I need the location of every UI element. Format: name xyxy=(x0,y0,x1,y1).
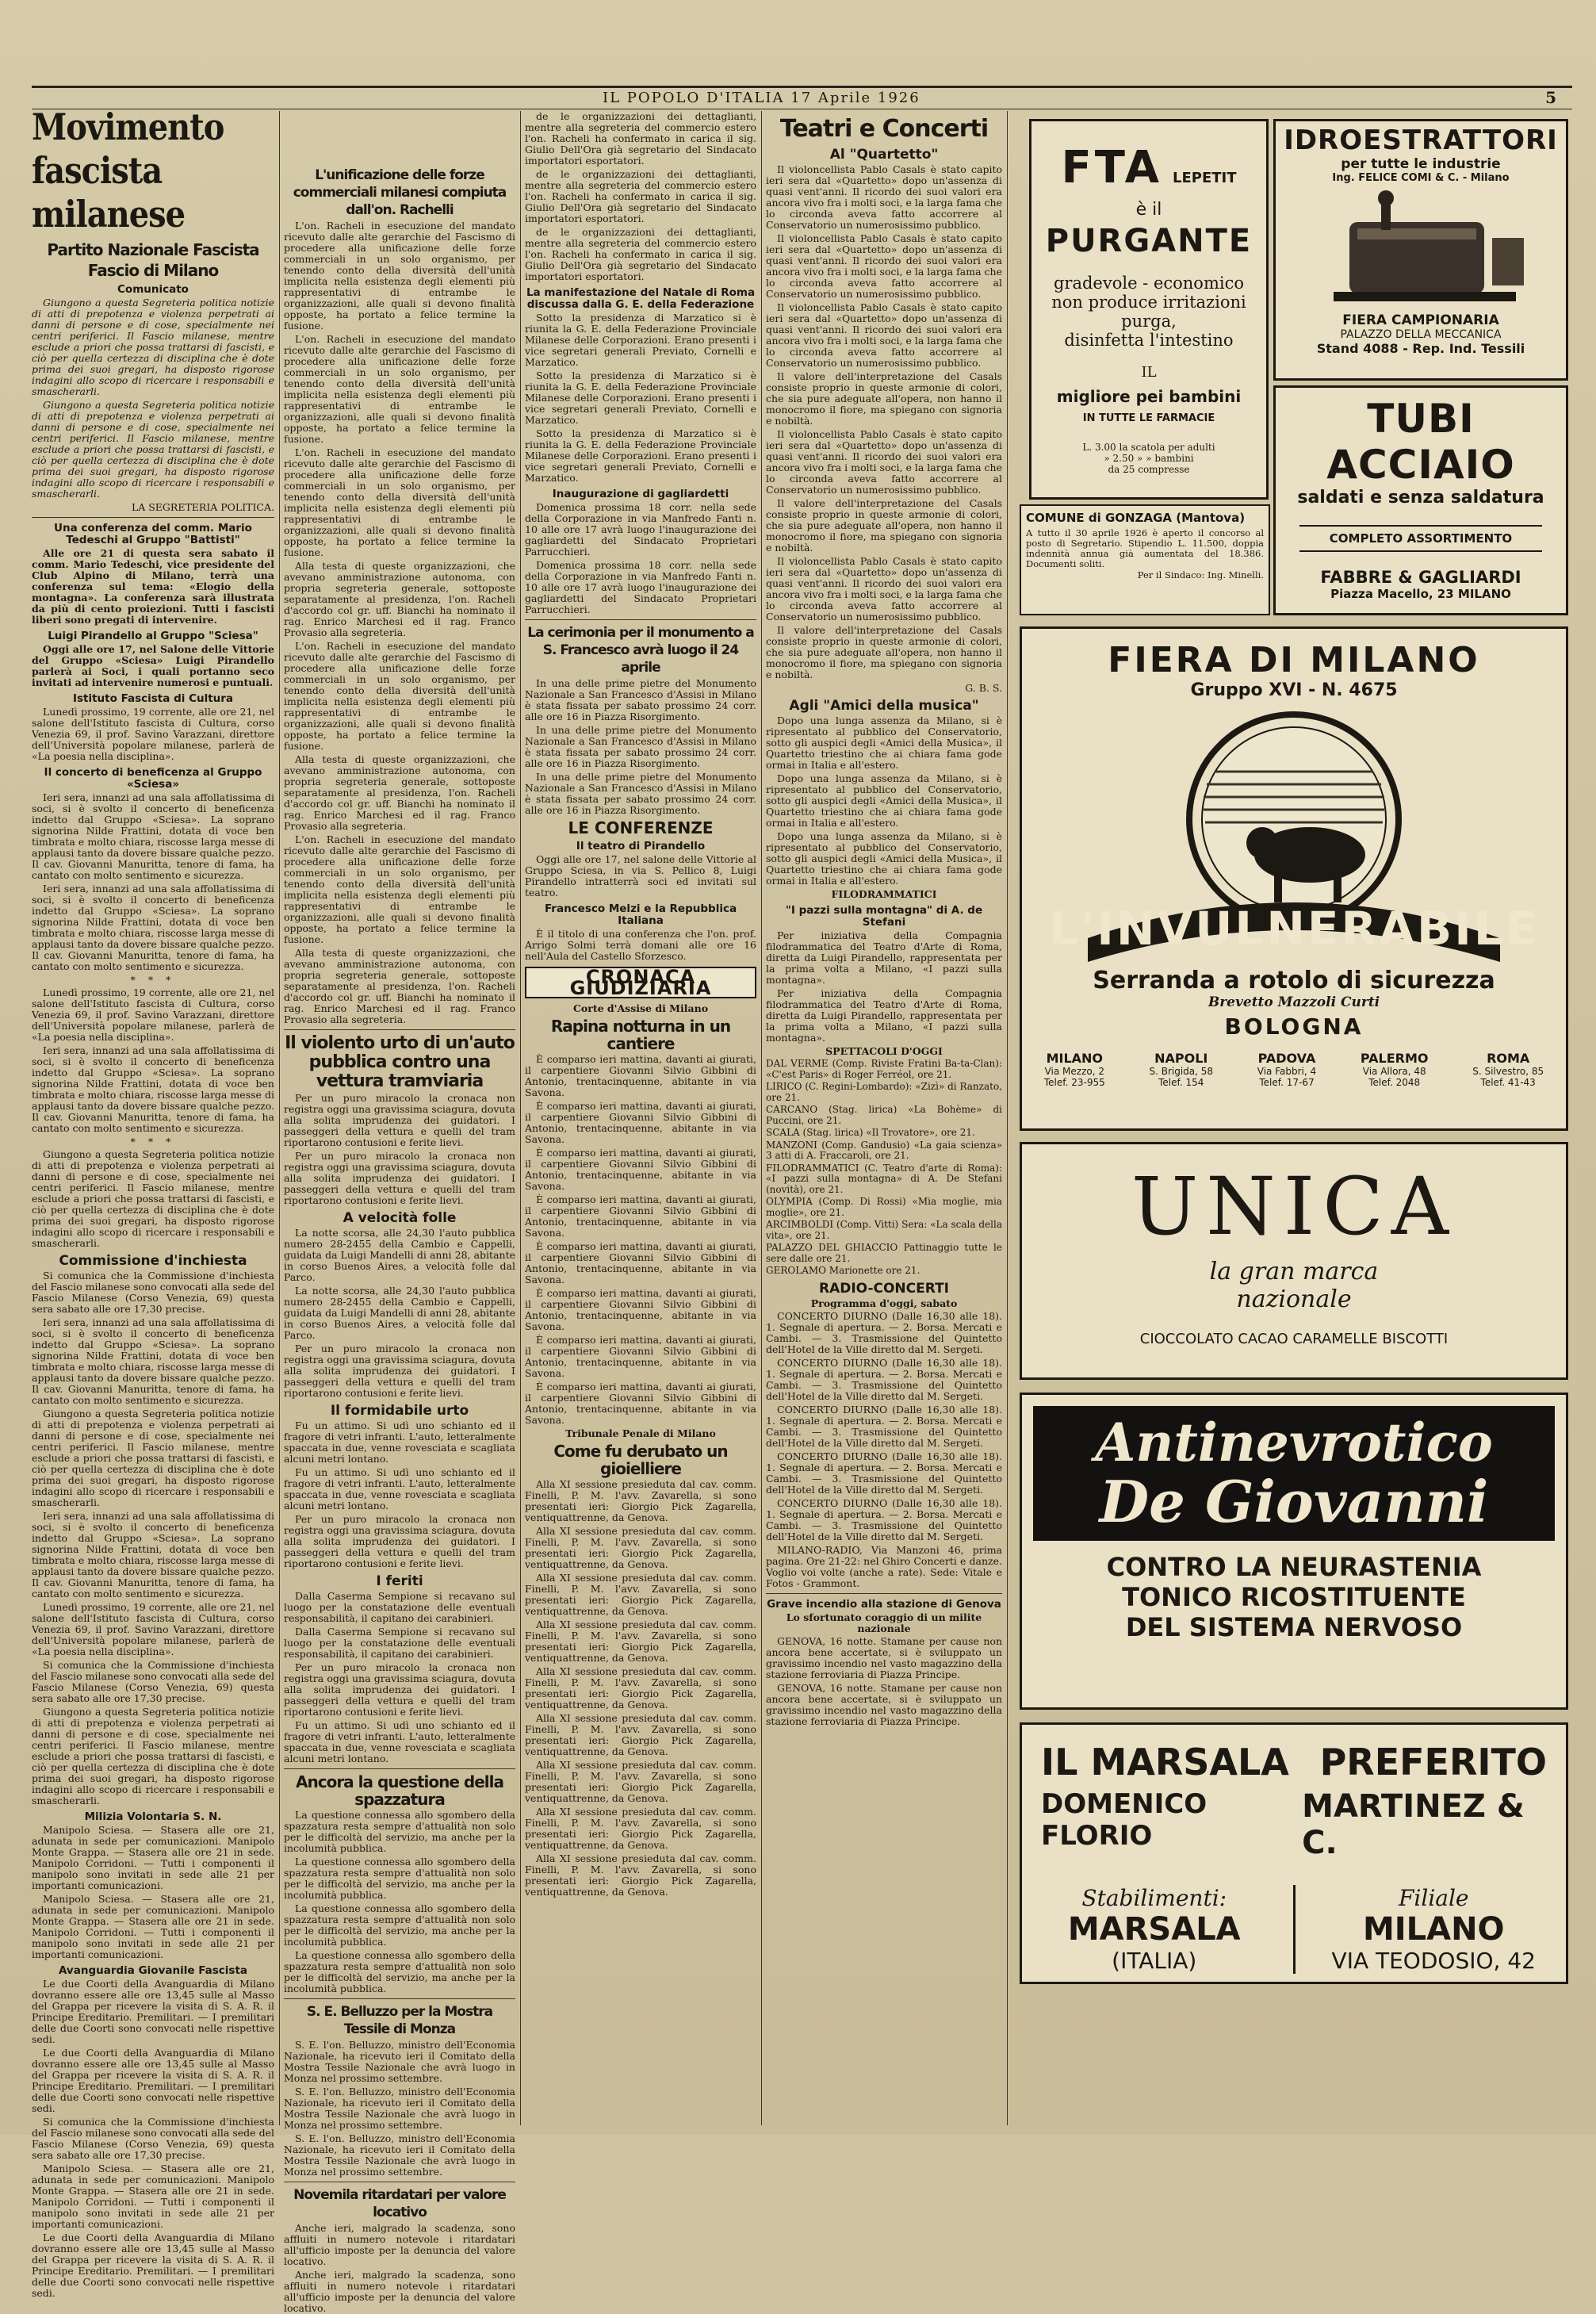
ad-marsala-bottom xyxy=(1022,1885,1566,1974)
ad-fta-purgante xyxy=(1029,119,1269,500)
article-text: L'on. Racheli in esecuzione del mandato ricevuto dalle alte gerarchie del Fascismo di procedere alla unificazione delle forze commerciali in un solo organismo, per tenendo conto della diversità dell'unità implicita nella esistenza degli elementi più rappresentativi di entrambe le organizzazioni, alle quali si devono finalità opposte, ha portato a felice termine la fusione. xyxy=(284,333,515,445)
column-4 xyxy=(766,111,1002,2125)
ad-antinev-text: CONTRO LA NEURASTENIA xyxy=(1106,1552,1482,1582)
article-text: CONCERTO DIURNO (Dalle 16,30 alle 18). 1. Segnale di apertura. — 2. Borsa. Mercati e Cambi. — 3. Trasmissione del Quintetto dell'Hotel de la Ville diretto dal M. Sergeti. xyxy=(766,1496,1002,1542)
article-subtitle: Il formidabile urto xyxy=(330,1403,469,1419)
ad-marsala xyxy=(1020,1722,1568,1984)
article-text: S. E. l'on. Belluzzo, ministro dell'Economia Nazionale, ha ricevuto ieri il Comitato della Mostra Tessile Nazionale che avrà luogo in Monza nel prossimo settembre. xyxy=(284,2086,515,2131)
ad-antinev-banner xyxy=(1033,1406,1555,1541)
article-text: Per iniziativa della Compagnia filodrammatica del Teatro d'Arte di Roma, diretta da Luigi Pirandello, rappresentata per la prima volta a Milano, «I pazzi sulla montagna». xyxy=(766,929,1002,986)
ad-fta-text: IN TUTTE LE FARMACIE xyxy=(1082,412,1215,424)
headline-movimento: Movimento fascista milanese xyxy=(32,105,224,236)
ad-gonzaga-sign: Per il Sindaco: Ing. Minelli. xyxy=(1137,569,1264,580)
article-text: Dalla Caserma Sempione si recavano sul luogo per la constatazione delle eventuali responsabilità, il capitano dei carabinieri. xyxy=(284,1626,515,1660)
article-text: È comparso ieri mattina, davanti ai giurati, il carpentiere Giovanni Silvio Gibbini di Antonio, trentacinquenne, abitante in via Savona. xyxy=(525,1100,756,1145)
branch-addr: Via Fabbri, 4 xyxy=(1257,1066,1317,1077)
signature: LA SEGRETERIA POLITICA. xyxy=(131,501,274,513)
article-text: Giungono a questa Segreteria politica notizie di atti di prepotenza e violenza perpetrati ai danni di persone e di cose, specialmente nei centri periferici. Il Fascio milanese, mentre esclude a priori che possa trattarsi di fascisti, e ciò per quella certezza di disciplina che è dote prima dei suoi gregari, ha disposto rigorose indagini allo scopo di ricercare i responsabili e smascherarli. xyxy=(32,297,274,397)
ad-fta-purgante: PURGANTE xyxy=(1045,223,1253,259)
article-text: È comparso ieri mattina, davanti ai giurati, il carpentiere Giovanni Silvio Gibbini di Antonio, trentacinquenne, abitante in via Savona. xyxy=(525,1334,756,1379)
ad-marsala-text: MILANO xyxy=(1362,1911,1505,1948)
column-1 xyxy=(32,105,274,2299)
article-text: Lunedì prossimo, 19 corrente, alle ore 21, nel salone dell'Istituto fascista di Cultura, corso Venezia 69, il prof. Savino Varazzani, direttore dell'Università popolare milanese, parlerà de «La poesia nella disciplina». xyxy=(32,706,274,762)
article-text: Per iniziativa della Compagnia filodrammatica del Teatro d'Arte di Roma, diretta da Luigi Pirandello, rappresentata per la prima volta a Milano, «I pazzi sulla montagna». xyxy=(766,987,1002,1044)
article-text: MILANO-RADIO, Via Manzoni 46, prima pagina. Ore 21-22: nel Ghiro Concerti e danze. Voglio voi volte (anche a rate). Sede: Vitale e Fotos - Grammont. xyxy=(766,1543,1002,1589)
spettacolo-item: SCALA (Stag. lirica) «Il Trovatore», ore 21. xyxy=(766,1127,975,1138)
spettacolo-item: OLYMPIA (Comp. Di Rossi) «Mia moglie, mia moglie», ore 21. xyxy=(766,1196,1002,1218)
article-title: S. E. Belluzzo per la Mostra Tessile di Monza xyxy=(306,2004,493,2037)
ad-idro-fair: Stand 4088 - Rep. Ind. Tessili xyxy=(1316,341,1525,356)
branch-addr: S. Brigida, 58 xyxy=(1149,1066,1214,1077)
ad-marsala-text: PREFERITO xyxy=(1319,1741,1547,1783)
article-text: La questione connessa allo sgombero della spazzatura resta sempre d'attualità non solo per le difficoltà del servizio, ma anche per la incolumità pubblica. xyxy=(284,1949,515,1994)
article-text: Il violoncellista Pablo Casals è stato capito ieri sera dal «Quartetto» dopo un'assenza di quasi vent'anni. Il ricordo dei suoi valori era ancora vivo fra i molti soci, e la larga fama che lo circonda aveva fatto accorrere al Conservatorio un numerosissimo pubblico. xyxy=(766,232,1002,300)
branch-city: PADOVA xyxy=(1257,1051,1316,1066)
article-text: Ieri sera, innanzi ad una sala affollatissima di soci, si è svolto il concerto di beneficenza indetto dal Gruppo «Sciesa». La soprano signorina Nilde Frattini, dotata di voce ben timbrata e molto chiara, riscosse larga messe di applausi tanto da dovere bissare qualche pezzo. Il cav. Giovanni Manuritta, tenore di fama, ha cantato con molto sentimento e sicurezza. xyxy=(32,1510,274,1599)
divider xyxy=(284,1998,515,1999)
article-title: La manifestazione del Natale di Roma discussa dalla G. E. della Federazione xyxy=(526,286,756,311)
ad-fta-text: disinfetta l'intestino xyxy=(1064,331,1234,350)
article-text: È comparso ieri mattina, davanti ai giurati, il carpentiere Giovanni Silvio Gibbini di Antonio, trentacinquenne, abitante in via Savona. xyxy=(525,1287,756,1332)
ad-marsala-text: Filiale xyxy=(1398,1885,1469,1911)
article-text: L'on. Racheli in esecuzione del mandato ricevuto dalle alte gerarchie del Fascismo di procedere alla unificazione delle forze commerciali in un solo organismo, per tenendo conto della diversità dell'unità implicita nella esistenza degli elementi più rappresentativi di entrambe le organizzazioni, alle quali si devono finalità opposte, ha portato a felice termine la fusione. xyxy=(284,833,515,945)
ad-marsala-text: (ITALIA) xyxy=(1112,1948,1197,1974)
branch-city: MILANO xyxy=(1046,1051,1104,1066)
ad-fta-price: » 2.50 » » bambini xyxy=(1104,453,1194,464)
ad-marsala-text: MARTINEZ & C. xyxy=(1302,1788,1525,1861)
article-text: Alla XI sessione presieduta dal cav. comm. Finelli, P. M. l'avv. Zavarella, si sono presentati ieri: Giorgio Pick Zagarella, ventiquattrenne, da Genova. xyxy=(525,1619,756,1664)
article-text: GENOVA, 16 notte. Stamane per cause non ancora bene accertate, si è sviluppato un gravissimo incendio nel vasto magazzino della stazione ferroviaria di Piazza Principe. xyxy=(766,1681,1002,1727)
article-text: S. E. l'on. Belluzzo, ministro dell'Economia Nazionale, ha ricevuto ieri il Comitato della Mostra Tessile Nazionale che avrà luogo in Monza nel prossimo settembre. xyxy=(284,2039,515,2084)
machine-illustration xyxy=(1302,190,1540,309)
ad-fta-brand: LEPETIT xyxy=(1173,170,1237,186)
ad-unica-line: nazionale xyxy=(1236,1285,1352,1313)
ad-fiera-title: FIERA DI MILANO xyxy=(1108,640,1480,680)
article-text: Alla XI sessione presieduta dal cav. comm. Finelli, P. M. l'avv. Zavarella, si sono presentati ieri: Giorgio Pick Zagarella, ventiquattrenne, da Genova. xyxy=(525,1759,756,1804)
article-text: Ieri sera, innanzi ad una sala affollatissima di soci, si è svolto il concerto di beneficenza indetto dal Gruppo «Sciesa». La soprano signorina Nilde Frattini, dotata di voce ben timbrata e molto chiara, riscosse larga messe di applausi tanto da dovere bissare qualche pezzo. Il cav. Giovanni Manuritta, tenore di fama, ha cantato con molto sentimento e sicurezza. xyxy=(32,1316,274,1406)
article-text: È comparso ieri mattina, davanti ai giurati, il carpentiere Giovanni Silvio Gibbini di Antonio, trentacinquenne, abitante in via Savona. xyxy=(525,1240,756,1285)
article-text: Fu un attimo. Si udì uno schianto ed il fragore di vetri infranti. L'auto, letteralmente spaccata in due, venne rovesciata e scagliata alcuni metri lontano. xyxy=(284,1419,515,1465)
article-text: La notte scorsa, alle 24,30 l'auto pubblica numero 28-2455 della Cambio e Cappelli, guidata da Luigi Mandelli di anni 28, abitante in corso Buenos Aires, a velocità folle dal Parco. xyxy=(284,1227,515,1283)
section-title: LE CONFERENZE xyxy=(568,818,714,837)
spettacolo-item: FILODRAMMATICI (C. Teatro d'arte di Roma): «I pazzi sulla montagna» di A. De Stefani (novità), ore 21. xyxy=(766,1162,1002,1195)
article-subtitle: A velocità folle xyxy=(343,1210,457,1226)
article-text: Il valore dell'interpretazione del Casals consiste proprio in queste armonie di colori, che sia pure adeguate all'opera, non hanno il monocromo il fiore, ma spiegano con signoria e nobiltà. xyxy=(766,370,1002,427)
ad-marsala-text: VIA TEODOSIO, 42 xyxy=(1331,1948,1536,1974)
ad-unica-line: la gran marca xyxy=(1209,1258,1379,1285)
ad-marsala-text: MARSALA xyxy=(1067,1911,1241,1948)
article-text: In una delle prime pietre del Monumento Nazionale a San Francesco d'Assisi in Milano è stata fissata per sabato prossimo 24 corr. alle ore 16 in Piazza Risorgimento. xyxy=(525,677,756,722)
article-text: Il valore dell'interpretazione del Casals consiste proprio in queste armonie di colori, che sia pure adeguate all'opera, non hanno il monocromo il fiore, ma spiegano con signoria e nobiltà. xyxy=(766,497,1002,554)
spettacolo-item: PALAZZO DEL GHIACCIO Pattinaggio tutte le sere dalle ore 21. xyxy=(766,1242,1002,1264)
article-title: Milizia Volontaria S. N. xyxy=(84,1810,222,1823)
article-text: Dopo una lunga assenza da Milano, si è ripresentato al pubblico del Conservatorio, sotto gli auspici degli «Amici della Musica», il Quartetto triestino che ai chiara fama gode ormai in Italia e all'estero. xyxy=(766,772,1002,829)
spettacoli-list xyxy=(766,1059,1002,1277)
article-text: Manipolo Sciesa. — Stasera alle ore 21, adunata in sede per comunicazioni. Manipolo Monte Grappa. — Stasera alle ore 21 in sede. Manipolo Corridoni. — Tutti i componenti il manipolo sono invitati in sede alle 21 per importanti comunicazioni. xyxy=(32,2163,274,2230)
ad-fta-text: purga, xyxy=(1121,312,1177,331)
ad-tubi-acciaio xyxy=(1273,385,1568,615)
ad-fta-price: da 25 compresse xyxy=(1108,464,1190,475)
article-text: Il valore dell'interpretazione del Casals consiste proprio in queste armonie di colori, che sia pure adeguate all'opera, non hanno il monocromo il fiore, ma spiegano con signoria e nobiltà. xyxy=(766,624,1002,680)
article-text: Alla XI sessione presieduta dal cav. comm. Finelli, P. M. l'avv. Zavarella, si sono presentati ieri: Giorgio Pick Zagarella, ventiquattrenne, da Genova. xyxy=(525,1712,756,1757)
article-text: Per un puro miracolo la cronaca non registra oggi una gravissima sciagura, dovuta alla solita imprudenza dei guidatori. I passeggeri della vettura e quelli del tram riportarono contusioni e ferite lievi. xyxy=(284,1513,515,1569)
article-title: La cerimonia per il monumento a S. Francesco avrà luogo il 24 aprile xyxy=(527,625,754,676)
section-label: FILODRAMMATICI xyxy=(831,888,937,900)
branch-tel: Telef. 2048 xyxy=(1368,1077,1421,1088)
masthead-title: IL POPOLO D'ITALIA 17 Aprile 1926 xyxy=(603,90,920,106)
section-label: SPETTACOLI D'OGGI xyxy=(825,1045,943,1057)
article-title: Al "Quartetto" xyxy=(829,147,939,163)
article-text: Le due Coorti della Avanguardia di Milano dovranno essere alle ore 13,45 sulle al Masso del Grappa per ricevere la visita di S. A. R. il Principe Ereditario. Premilitari. — I premilitari delle due Coorti sono convocati nelle rispettive sedi. xyxy=(32,1978,274,2045)
article-text: Il violoncellista Pablo Casals è stato capito ieri sera dal «Quartetto» dopo un'assenza di quasi vent'anni. Il ricordo dei suoi valori era ancora vivo fra i molti soci, e la larga fama che lo circonda aveva fatto accorrere al Conservatorio un numerosissimo pubblico. xyxy=(766,428,1002,496)
ad-idro-maker: Ing. FELICE COMI & C. - Milano xyxy=(1332,172,1510,184)
article-text: Dopo una lunga assenza da Milano, si è ripresentato al pubblico del Conservatorio, sotto gli auspici degli «Amici della Musica», il Quartetto triestino che ai chiara fama gode ormai in Italia e all'estero. xyxy=(766,715,1002,771)
branch-addr: Via Allora, 48 xyxy=(1362,1066,1426,1077)
ad-fta-text: non produce irritazioni xyxy=(1051,293,1246,312)
article-title: RADIO-CONCERTI xyxy=(819,1280,949,1297)
article-text: CONCERTO DIURNO (Dalle 16,30 alle 18). 1. Segnale di apertura. — 2. Borsa. Mercati e Cambi. — 3. Trasmissione del Quintetto dell'Hotel de la Ville diretto dal M. Sergeti. xyxy=(766,1356,1002,1402)
branch-tel: Telef. 41-43 xyxy=(1480,1077,1536,1088)
article-title: Commissione d'inchiesta xyxy=(59,1253,247,1269)
article-text: L'on. Racheli in esecuzione del mandato ricevuto dalle alte gerarchie del Fascismo di procedere alla unificazione delle forze commerciali in un solo organismo, per tenendo conto della diversità dell'unità implicita nella esistenza degli elementi più rappresentativi di entrambe le organizzazioni, alle quali si devono finalità opposte, ha portato a felice termine la fusione. xyxy=(284,220,515,331)
ad-tubi-sub: saldati e senza saldatura xyxy=(1297,488,1544,508)
article-text: de le organizzazioni dei dettaglianti, mentre alla segreteria del commercio estero l'on. Racheli ha confermato in carica il sig. Giulio Dell'Ora già segretario del Sindacato importatori esportatori. xyxy=(525,110,756,167)
article-text: Dopo una lunga assenza da Milano, si è ripresentato al pubblico del Conservatorio, sotto gli auspici degli «Amici della Musica», il Quartetto triestino che ai chiara fama gode ormai in Italia e all'estero. xyxy=(766,830,1002,887)
article-text: GENOVA, 16 notte. Stamane per cause non ancora bene accertate, si è sviluppato un gravissimo incendio nel vasto magazzino della stazione ferroviaria di Piazza Principe. xyxy=(766,1634,1002,1680)
article-title: Rapina notturna in un cantiere xyxy=(550,1017,731,1053)
spettacolo-item: DAL VERME (Comp. Riviste Fratini Ba-ta-Clan): «C'est Paris» di Roger Ferréol, ore 21. xyxy=(766,1058,1002,1080)
spettacolo-item: ARCIMBOLDI (Comp. Vitti) Sera: «La scala della vita», ore 21. xyxy=(766,1219,1002,1241)
stars-divider: * * * xyxy=(130,974,176,986)
branch-item xyxy=(1257,1051,1316,1088)
article-text: Si comunica che la Commissione d'inchiesta del Fascio milanese sono convocati alla sede del Fascio Milanese (Corso Venezia, 69) questa sera sabato alle ore 17,30 precise. xyxy=(32,2116,274,2161)
ad-fiera-group: Gruppo XVI - N. 4675 xyxy=(1190,680,1398,700)
article-text: Ieri sera, innanzi ad una sala affollatissima di soci, si è svolto il concerto di beneficenza indetto dal Gruppo «Sciesa». La soprano signorina Nilde Frattini, dotata di voce ben timbrata e molto chiara, riscosse larga messe di applausi tanto da dovere bissare qualche pezzo. Il cav. Giovanni Manuritta, tenore di fama, ha cantato con molto sentimento e sicurezza. xyxy=(32,883,274,972)
ad-marsala-text: Stabilimenti: xyxy=(1081,1885,1227,1911)
divider xyxy=(766,1593,1002,1594)
ad-marsala-left xyxy=(1022,1885,1287,1974)
article-text: Alle ore 21 di questa sera sabato il comm. Mario Tedeschi, vice presidente del Club Alpino di Milano, terrà una conferenza sul tema: «Elogio della montagna». La conferenza sarà illustrata da più di cento proiezioni. Tutti i fascisti liberi sono pregati di intervenire. xyxy=(32,547,274,626)
article-title: Grave incendio alla stazione di Genova xyxy=(767,1597,1001,1611)
article-text: In una delle prime pietre del Monumento Nazionale a San Francesco d'Assisi in Milano è stata fissata per sabato prossimo 24 corr. alle ore 16 in Piazza Risorgimento. xyxy=(525,724,756,769)
page-number: 5 xyxy=(1545,88,1556,107)
article-text: Si comunica che la Commissione d'inchiesta del Fascio milanese sono convocati alla sede del Fascio Milanese (Corso Venezia, 69) questa sera sabato alle ore 17,30 precise. xyxy=(32,1270,274,1315)
branch-tel: Telef. 154 xyxy=(1158,1077,1204,1088)
article-title: Come fu derubato un gioielliere xyxy=(553,1442,728,1478)
ad-antinev-text: DEL SISTEMA NERVOSO xyxy=(1125,1612,1463,1642)
branch-tel: Telef. 17-67 xyxy=(1259,1077,1315,1088)
article-text: La notte scorsa, alle 24,30 l'auto pubblica numero 28-2455 della Cambio e Cappelli, guidata da Luigi Mandelli di anni 28, abitante in corso Buenos Aires, a velocità folle dal Parco. xyxy=(284,1285,515,1341)
article-text: Manipolo Sciesa. — Stasera alle ore 21, adunata in sede per comunicazioni. Manipolo Monte Grappa. — Stasera alle ore 21 in sede. Manipolo Corridoni. — Tutti i componenti il manipolo sono invitati in sede alle 21 per importanti comunicazioni. xyxy=(32,1824,274,1891)
branch-item xyxy=(1361,1051,1429,1088)
ad-fta-title: FTA xyxy=(1061,142,1162,193)
spettacolo-item: MANZONI (Comp. Gandusio) «La gaia scienza» 3 atti di A. Fraccaroli, ore 21. xyxy=(766,1139,1002,1161)
ad-unica-bottom: CIOCCOLATO CACAO CARAMELLE BISCOTTI xyxy=(1139,1331,1449,1347)
article-subtitle: Inaugurazione di gagliardetti xyxy=(552,488,729,500)
article-text: Giungono a questa Segreteria politica notizie di atti di prepotenza e violenza perpetrati ai danni di persone e di cose, specialmente nei centri periferici. Il Fascio milanese, mentre esclude a priori che possa trattarsi di fascisti, e ciò per quella certezza di disciplina che è dote prima dei suoi gregari, ha disposto rigorose indagini allo scopo di ricercare i responsabili e smascherarli. xyxy=(32,1148,274,1249)
article-text: La questione connessa allo sgombero della spazzatura resta sempre d'attualità non solo per le difficoltà del servizio, ma anche per la incolumità pubblica. xyxy=(284,1809,515,1854)
divider xyxy=(284,1768,515,1769)
ad-invulnerabile-brand: L'INVULNERABILE xyxy=(1048,902,1540,956)
section-banner: CRONACA GIUDIZIARIA xyxy=(525,967,756,998)
ad-fta-price: L. 3.00 la scatola per adulti xyxy=(1082,442,1215,453)
article-text: La questione connessa allo sgombero della spazzatura resta sempre d'attualità non solo per le difficoltà del servizio, ma anche per la incolumità pubblica. xyxy=(284,1856,515,1901)
article-text: Per un puro miracolo la cronaca non registra oggi una gravissima sciagura, dovuta alla solita imprudenza dei guidatori. I passeggeri della vettura e quelli del tram riportarono contusioni e ferite lievi. xyxy=(284,1661,515,1718)
ad-antinev-line: Antinevrotico xyxy=(1095,1412,1493,1473)
article-title: Luigi Pirandello al Gruppo "Sciesa" xyxy=(48,630,258,642)
article-text: Alla XI sessione presieduta dal cav. comm. Finelli, P. M. l'avv. Zavarella, si sono presentati ieri: Giorgio Pick Zagarella, ventiquattrenne, da Genova. xyxy=(525,1478,756,1523)
article-text: Per un puro miracolo la cronaca non registra oggi una gravissima sciagura, dovuta alla solita imprudenza dei guidatori. I passeggeri della vettura e quelli del tram riportarono contusioni e ferite lievi. xyxy=(284,1092,515,1148)
ad-marsala-divider xyxy=(1293,1885,1296,1974)
article-text: È comparso ieri mattina, davanti ai giurati, il carpentiere Giovanni Silvio Gibbini di Antonio, trentacinquenne, abitante in via Savona. xyxy=(525,1147,756,1192)
article-title: Avanguardia Giovanile Fascista xyxy=(58,1964,248,1977)
ad-fta-text: è il xyxy=(1135,200,1162,220)
branch-addr: Via Mezzo, 2 xyxy=(1044,1066,1104,1077)
article-text: Il violoncellista Pablo Casals è stato capito ieri sera dal «Quartetto» dopo un'assenza di quasi vent'anni. Il ricordo dei suoi valori era ancora vivo fra i molti soci, e la larga fama che lo circonda aveva fatto accorrere al Conservatorio un numerosissimo pubblico. xyxy=(766,301,1002,369)
article-text: S. E. l'on. Belluzzo, ministro dell'Economia Nazionale, ha ricevuto ieri il Comitato della Mostra Tessile Nazionale che avrà luogo in Monza nel prossimo settembre. xyxy=(284,2132,515,2178)
column-rule xyxy=(1007,111,1008,2125)
ad-fiera-city: BOLOGNA xyxy=(1224,1013,1364,1040)
ad-fiera-patent: Brevetto Mazzoli Curti xyxy=(1208,994,1380,1010)
article-subtitle: Francesco Melzi e la Repubblica Italiana xyxy=(544,902,737,927)
column-rule xyxy=(279,111,280,2125)
article-text: Il violoncellista Pablo Casals è stato capito ieri sera dal «Quartetto» dopo un'assenza di quasi vent'anni. Il ricordo dei suoi valori era ancora vivo fra i molti soci, e la larga fama che lo circonda aveva fatto accorrere al Conservatorio un numerosissimo pubblico. xyxy=(766,163,1002,231)
article-text: de le organizzazioni dei dettaglianti, mentre alla segreteria del commercio estero l'on. Racheli ha confermato in carica il sig. Giulio Dell'Ora già segretario del Sindacato importatori esportatori. xyxy=(525,168,756,224)
ad-idro-fair: PALAZZO DELLA MECCANICA xyxy=(1340,328,1502,341)
article-subtitle: Programma d'oggi, sabato xyxy=(810,1297,958,1309)
article-text: Per un puro miracolo la cronaca non registra oggi una gravissima sciagura, dovuta alla solita imprudenza dei guidatori. I passeggeri della vettura e quelli del tram riportarono contusioni e ferite lievi. xyxy=(284,1343,515,1399)
article-text: Alla XI sessione presieduta dal cav. comm. Finelli, P. M. l'avv. Zavarella, si sono presentati ieri: Giorgio Pick Zagarella, ventiquattrenne, da Genova. xyxy=(525,1525,756,1570)
stars-divider: * * * xyxy=(130,1136,176,1147)
article-title: Il concerto di beneficenza al Gruppo «Sciesa» xyxy=(44,766,262,791)
article-title: Ancora la questione della spazzatura xyxy=(296,1772,503,1809)
divider xyxy=(525,619,756,620)
article-text: Le due Coorti della Avanguardia di Milano dovranno essere alle ore 13,45 sulle al Masso del Grappa per ricevere la visita di S. A. R. il Principe Ereditario. Premilitari. — I premilitari delle due Coorti sono convocati nelle rispettive sedi. xyxy=(32,2232,274,2299)
ad-idroestrattori xyxy=(1273,119,1568,381)
article-title: Una conferenza del comm. Mario Tedeschi al Gruppo "Battisti" xyxy=(54,522,252,546)
article-text: L'on. Racheli in esecuzione del mandato ricevuto dalle alte gerarchie del Fascismo di procedere alla unificazione delle forze commerciali in un solo organismo, per tenendo conto della diversità dell'unità implicita nella esistenza degli elementi più rappresentativi di entrambe le organizzazioni, alle quali si devono finalità opposte, ha portato a felice termine la fusione. xyxy=(284,640,515,752)
ad-gonzaga-title: COMUNE di GONZAGA (Mantova) xyxy=(1026,511,1246,525)
article-text: Oggi alle ore 17, nel Salone delle Vittorie del Gruppo «Sciesa» Luigi Pirandello parlerà ai Soci, i quali portanno seco invitati ad intervenire numerosi e puntuali. xyxy=(32,643,274,688)
spettacolo-item: GEROLAMO Marionette ore 21. xyxy=(766,1265,920,1276)
ad-tubi-maker: FABBRE & GAGLIARDI xyxy=(1320,568,1521,587)
column-rule xyxy=(761,111,762,2125)
article-text: Anche ieri, malgrado la scadenza, sono affluiti in numero notevole i ritardatari all'ufficio imposte per la denuncia del valore locativo. xyxy=(284,2222,515,2267)
ad-comune-gonzaga xyxy=(1020,504,1270,615)
ad-marsala-text: DOMENICO FLORIO xyxy=(1041,1788,1208,1852)
article-text: Oggi alle ore 17, nel salone delle Vittorie al Gruppo Sciesa, in via S. Pellico 8, Luigi Pirandello intratterrà soci ed invitati sul teatro. xyxy=(525,853,756,898)
column-3 xyxy=(525,111,756,2125)
spettacolo-item: CARCANO (Stag. lirica) «La Bohème» di Puccini, ore 21. xyxy=(766,1104,1002,1126)
article-title: "I pazzi sulla montagna" di A. de Stefani xyxy=(785,904,983,929)
article-title: Agli "Amici della musica" xyxy=(789,698,979,714)
article-title: Istituto Fascista di Cultura xyxy=(72,692,234,705)
ad-fiera-product: Serranda a rotolo di sicurezza xyxy=(1093,967,1495,994)
ad-tubi-title: TUBI ACCIAIO xyxy=(1326,396,1515,488)
branch-tel: Telef. 23-955 xyxy=(1043,1077,1105,1088)
ad-antinev-line: De Giovanni xyxy=(1099,1468,1489,1535)
article-text: Le due Coorti della Avanguardia di Milano dovranno essere alle ore 13,45 sulle al Masso del Grappa per ricevere la visita di S. A. R. il Principe Ereditario. Premilitari. — I premilitari delle due Coorti sono convocati nelle rispettive sedi. xyxy=(32,2047,274,2114)
section-headline: Teatri e Concerti xyxy=(779,115,989,143)
ad-idro-sub: per tutte le industrie xyxy=(1341,156,1501,172)
article-text: Giungono a questa Segreteria politica notizie di atti di prepotenza e violenza perpetrati ai danni di persone e di cose, specialmente nei centri periferici. Il Fascio milanese, mentre esclude a priori che possa trattarsi di fascisti, e ciò per quella certezza di disciplina che è dote prima dei suoi gregari, ha disposto rigorose indagini allo scopo di ricercare i responsabili e smascherarli. xyxy=(32,399,274,500)
article-subtitle: I feriti xyxy=(376,1573,423,1589)
article-text: Alla XI sessione presieduta dal cav. comm. Finelli, P. M. l'avv. Zavarella, si sono presentati ieri: Giorgio Pick Zagarella, ventiquattrenne, da Genova. xyxy=(525,1665,756,1711)
article-text: Sotto la presidenza di Marzatico si è riunita la G. E. della Federazione Provinciale Milanese delle Corporazioni. Erano presenti i vice segretari generali Previato, Cornelli e Marzatico. xyxy=(525,312,756,368)
ad-unica xyxy=(1020,1142,1568,1380)
ad-marsala-top xyxy=(1022,1725,1566,1783)
article-title: Comunicato xyxy=(117,283,189,296)
article-text: Per un puro miracolo la cronaca non registra oggi una gravissima sciagura, dovuta alla solita imprudenza dei guidatori. I passeggeri della vettura e quelli del tram riportarono contusioni e ferite lievi. xyxy=(284,1150,515,1206)
divider xyxy=(32,517,274,518)
article-text: Giungono a questa Segreteria politica notizie di atti di prepotenza e violenza perpetrati ai danni di persone e di cose, specialmente nei centri periferici. Il Fascio milanese, mentre esclude a priori che possa trattarsi di fascisti, e ciò per quella certezza di disciplina che è dote prima dei suoi gregari, ha disposto rigorose indagini allo scopo di ricercare i responsabili e smascherarli. xyxy=(32,1408,274,1508)
article-text: Lunedì prossimo, 19 corrente, alle ore 21, nel salone dell'Istituto fascista di Cultura, corso Venezia 69, il prof. Savino Varazzani, direttore dell'Università popolare milanese, parlerà de «La poesia nella disciplina». xyxy=(32,1601,274,1657)
ad-unica-title: UNICA xyxy=(1131,1160,1456,1253)
branch-addr: S. Silvestro, 85 xyxy=(1472,1066,1544,1077)
ad-marsala-text: IL MARSALA xyxy=(1041,1741,1289,1783)
article-text: Sotto la presidenza di Marzatico si è riunita la G. E. della Federazione Provinciale Milanese delle Corporazioni. Erano presenti i vice segretari generali Previato, Cornelli e Marzatico. xyxy=(525,370,756,426)
article-subtitle: Corte d'Assise di Milano xyxy=(572,1002,709,1014)
article-text: Dalla Caserma Sempione si recavano sul luogo per la constatazione delle eventuali responsabilità, il capitano dei carabinieri. xyxy=(284,1590,515,1624)
article-text: È comparso ieri mattina, davanti ai giurati, il carpentiere Giovanni Silvio Gibbini di Antonio, trentacinquenne, abitante in via Savona. xyxy=(525,1381,756,1426)
article-text: Alla testa di queste organizzazioni, che avevano amministrazione autonoma, con propria segreteria generale, sottoposte separatamente al presidenza, l'on. Racheli d'accordo col gr. uff. Bianchi ha nominato il rag. Enrico Marchesi ed il rag. Franco Provasio alla segreteria. xyxy=(284,947,515,1025)
article-text: Ieri sera, innanzi ad una sala affollatissima di soci, si è svolto il concerto di beneficenza indetto dal Gruppo «Sciesa». La soprano signorina Nilde Frattini, dotata di voce ben timbrata e molto chiara, riscosse larga messe di applausi tanto da dovere bissare qualche pezzo. Il cav. Giovanni Manuritta, tenore di fama, ha cantato con molto sentimento e sicurezza. xyxy=(32,791,274,881)
article-text: Si comunica che la Commissione d'inchiesta del Fascio milanese sono convocati alla sede del Fascio Milanese (Corso Venezia, 69) questa sera sabato alle ore 17,30 precise. xyxy=(32,1659,274,1704)
article-text: Lunedì prossimo, 19 corrente, alle ore 21, nel salone dell'Istituto fascista di Cultura, corso Venezia 69, il prof. Savino Varazzani, direttore dell'Università popolare milanese, parlerà de «La poesia nella disciplina». xyxy=(32,987,274,1043)
branch-item xyxy=(1472,1051,1544,1088)
ad-marsala-mid xyxy=(1022,1783,1566,1861)
article-text: In una delle prime pietre del Monumento Nazionale a San Francesco d'Assisi in Milano è stata fissata per sabato prossimo 24 corr. alle ore 16 in Piazza Risorgimento. xyxy=(525,771,756,816)
ad-fta-text: IL xyxy=(1141,364,1157,381)
ad-tubi-line: COMPLETO ASSORTIMENTO xyxy=(1299,525,1542,552)
article-subtitle: Tribunale Penale di Milano xyxy=(565,1427,716,1439)
article-text: Domenica prossima 18 corr. nella sede della Corporazione in via Manfredo Fanti n. 10 alle ore 17 avrà luogo l'inaugurazione dei gagliardetti del Sindacato Proprietari Parrucchieri. xyxy=(525,559,756,615)
ad-marsala-right xyxy=(1302,1885,1567,1974)
article-text: L'on. Racheli in esecuzione del mandato ricevuto dalle alte gerarchie del Fascismo di procedere alla unificazione delle forze commerciali in un solo organismo, per tenendo conto della diversità dell'unità implicita nella esistenza degli elementi più rappresentativi di entrambe le organizzazioni, alle quali si devono finalità opposte, ha portato a felice termine la fusione. xyxy=(284,446,515,558)
article-title: Il violento urto di un'auto pubblica contro una vettura tramviaria xyxy=(285,1033,515,1091)
ad-antinevrotico xyxy=(1020,1393,1568,1710)
article-text: La questione connessa allo sgombero della spazzatura resta sempre d'attualità non solo per le difficoltà del servizio, ma anche per la incolumità pubblica. xyxy=(284,1902,515,1948)
section-subtitle: Fascio di Milano xyxy=(87,261,219,280)
article-text: Alla XI sessione presieduta dal cav. comm. Finelli, P. M. l'avv. Zavarella, si sono presentati ieri: Giorgio Pick Zagarella, ventiquattrenne, da Genova. xyxy=(525,1572,756,1617)
ad-idro-fair: FIERA CAMPIONARIA xyxy=(1342,312,1499,328)
branch-city: PALERMO xyxy=(1360,1051,1429,1066)
article-text: Alla XI sessione presieduta dal cav. comm. Finelli, P. M. l'avv. Zavarella, si sono presentati ieri: Giorgio Pick Zagarella, ventiquattrenne, da Genova. xyxy=(525,1806,756,1851)
article-text: CONCERTO DIURNO (Dalle 16,30 alle 18). 1. Segnale di apertura. — 2. Borsa. Mercati e Cambi. — 3. Trasmissione del Quintetto dell'Hotel de la Ville diretto dal M. Sergeti. xyxy=(766,1450,1002,1496)
column-rule xyxy=(520,111,521,2125)
article-text: Il violoncellista Pablo Casals è stato capito ieri sera dal «Quartetto» dopo un'assenza di quasi vent'anni. Il ricordo dei suoi valori era ancora vivo fra i molti soci, e la larga fama che lo circonda aveva fatto accorrere al Conservatorio un numerosissimo pubblico. xyxy=(766,555,1002,623)
ad-gonzaga-text: A tutto il 30 aprile 1926 è aperto il concorso al posto di Segretario. Stipendio L. 11.500, doppia indennità annua già aumentata del 18.386. Documenti soliti. xyxy=(1026,527,1264,569)
ad-tubi-address: Piazza Macello, 23 MILANO xyxy=(1330,587,1511,601)
branch-city: NAPOLI xyxy=(1154,1051,1208,1066)
ad-idro-title: IDROESTRATTORI xyxy=(1284,125,1558,156)
column-2 xyxy=(284,111,515,2314)
branch-city: ROMA xyxy=(1487,1051,1530,1066)
ad-fta-text: gradevole - economico xyxy=(1053,274,1244,293)
article-text: CONCERTO DIURNO (Dalle 16,30 alle 18). 1. Segnale di apertura. — 2. Borsa. Mercati e Cambi. — 3. Trasmissione del Quintetto dell'Hotel de la Ville diretto dal M. Sergeti. xyxy=(766,1309,1002,1355)
branch-list xyxy=(1022,1051,1566,1088)
branch-item xyxy=(1044,1051,1105,1088)
ad-antinev-text: TONICO RICOSTITUENTE xyxy=(1122,1582,1466,1612)
article-text: È comparso ieri mattina, davanti ai giurati, il carpentiere Giovanni Silvio Gibbini di Antonio, trentacinquenne, abitante in via Savona. xyxy=(525,1053,756,1098)
ad-fta-text: migliore pei bambini xyxy=(1056,387,1242,406)
article-text: Anche ieri, malgrado la scadenza, sono affluiti in numero notevole i ritardatari all'ufficio imposte per la denuncia del valore locativo. xyxy=(284,2269,515,2314)
ad-invulnerabile xyxy=(1020,626,1568,1131)
article-text: Manipolo Sciesa. — Stasera alle ore 21, adunata in sede per comunicazioni. Manipolo Monte Grappa. — Stasera alle ore 21 in sede. Manipolo Corridoni. — Tutti i componenti il manipolo sono invitati in sede alle 21 per importanti comunicazioni. xyxy=(32,1893,274,1960)
article-title: L'unificazione delle forze commerciali milanesi compiuta dall'on. Rachelli xyxy=(293,167,507,218)
article-text: Alla XI sessione presieduta dal cav. comm. Finelli, P. M. l'avv. Zavarella, si sono presentati ieri: Giorgio Pick Zagarella, ventiquattrenne, da Genova. xyxy=(525,1852,756,1898)
signature: G. B. S. xyxy=(965,682,1002,694)
article-text: Giungono a questa Segreteria politica notizie di atti di prepotenza e violenza perpetrati ai danni di persone e di cose, specialmente nei centri periferici. Il Fascio milanese, mentre esclude a priori che possa trattarsi di fascisti, e ciò per quella certezza di disciplina che è dote prima dei suoi gregari, ha disposto rigorose indagini allo scopo di ricercare i responsabili e smascherarli. xyxy=(32,1706,274,1806)
divider xyxy=(284,1029,515,1030)
article-text: de le organizzazioni dei dettaglianti, mentre alla segreteria del commercio estero l'on. Racheli ha confermato in carica il sig. Giulio Dell'Ora già segretario del Sindacato importatori esportatori. xyxy=(525,226,756,282)
article-subtitle: Lo sfortunato coraggio di un milite nazionale xyxy=(786,1611,982,1634)
article-text: È il titolo di una conferenza che l'on. prof. Arrigo Solmi terrà domani alle ore 16 nell'Aula del Castello Sforzesco. xyxy=(525,928,756,962)
article-text: È comparso ieri mattina, davanti ai giurati, il carpentiere Giovanni Silvio Gibbini di Antonio, trentacinquenne, abitante in via Savona. xyxy=(525,1193,756,1239)
article-text: Fu un attimo. Si udì uno schianto ed il fragore di vetri infranti. L'auto, letteralmente spaccata in due, venne rovesciata e scagliata alcuni metri lontano. xyxy=(284,1719,515,1764)
article-text: Sotto la presidenza di Marzatico si è riunita la G. E. della Federazione Provinciale Milanese delle Corporazioni. Erano presenti i vice segretari generali Previato, Cornelli e Marzatico. xyxy=(525,427,756,484)
article-text: Domenica prossima 18 corr. nella sede della Corporazione in via Manfredo Fanti n. 10 alle ore 17 avrà luogo l'inaugurazione dei gagliardetti del Sindacato Proprietari Parrucchieri. xyxy=(525,501,756,557)
section-title: Partito Nazionale Fascista xyxy=(47,240,259,259)
article-title: Novemila ritardatari per valore locativo xyxy=(293,2187,506,2220)
article-text: CONCERTO DIURNO (Dalle 16,30 alle 18). 1. Segnale di apertura. — 2. Borsa. Mercati e Cambi. — 3. Trasmissione del Quintetto dell'Hotel de la Ville diretto dal M. Sergeti. xyxy=(766,1403,1002,1449)
article-text: Alla testa di queste organizzazioni, che avevano amministrazione autonoma, con propria segreteria generale, sottoposte separatamente al presidenza, l'on. Racheli d'accordo col gr. uff. Bianchi ha nominato il rag. Enrico Marchesi ed il rag. Franco Provasio alla segreteria. xyxy=(284,753,515,832)
article-text: Alla testa di queste organizzazioni, che avevano amministrazione autonoma, con propria segreteria generale, sottoposte separatamente al presidenza, l'on. Racheli d'accordo col gr. uff. Bianchi ha nominato il rag. Enrico Marchesi ed il rag. Franco Provasio alla segreteria. xyxy=(284,560,515,638)
article-subtitle: Il teatro di Pirandello xyxy=(576,840,706,852)
spettacolo-item: LIRICO (C. Regini-Lombardo): «Zizì» di Ranzato, ore 21. xyxy=(766,1081,1002,1103)
branch-item xyxy=(1149,1051,1213,1088)
article-text: Fu un attimo. Si udì uno schianto ed il fragore di vetri infranti. L'auto, letteralmente spaccata in due, venne rovesciata e scagliata alcuni metri lontano. xyxy=(284,1466,515,1511)
article-text: Ieri sera, innanzi ad una sala affollatissima di soci, si è svolto il concerto di beneficenza indetto dal Gruppo «Sciesa». La soprano signorina Nilde Frattini, dotata di voce ben timbrata e molto chiara, riscosse larga messe di applausi tanto da dovere bissare qualche pezzo. Il cav. Giovanni Manuritta, tenore di fama, ha cantato con molto sentimento e sicurezza. xyxy=(32,1044,274,1134)
